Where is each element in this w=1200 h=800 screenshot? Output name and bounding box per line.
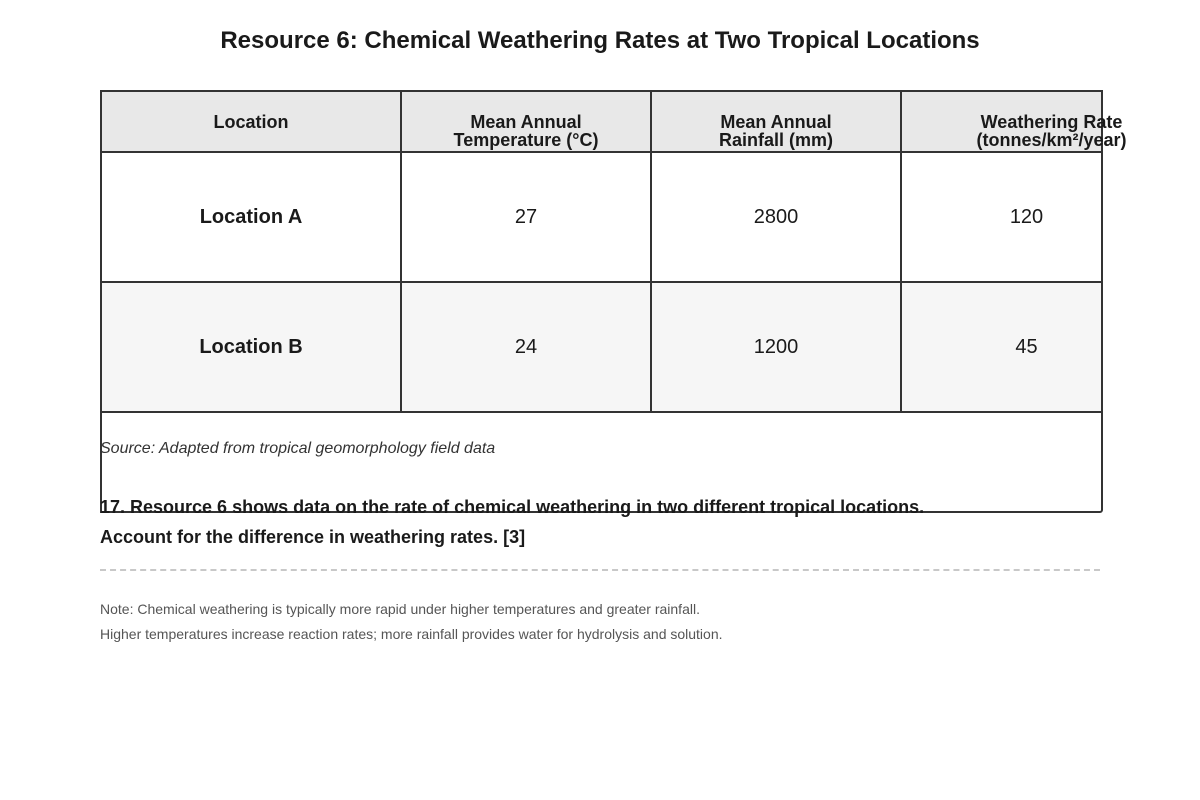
header-weathering-rate xyxy=(901,91,1127,152)
cell-weathering-rate-value: 45 xyxy=(1015,335,1038,358)
cell-temperature: 27 xyxy=(401,152,651,282)
header-rate-line2: (tonnes/km²/year) xyxy=(976,130,1127,150)
header-temperature-line2: Temperature (°C) xyxy=(453,130,599,150)
note-line-1: Note: Chemical weathering is typically more rapid under higher temperatures and greater rainfall. xyxy=(100,601,700,617)
table-row xyxy=(101,282,1102,412)
source-caption: Source: Adapted from tropical geomorphology field data xyxy=(100,440,496,457)
cell-location: Location B xyxy=(101,282,401,412)
cell-weathering-rate xyxy=(901,282,1102,412)
header-rainfall xyxy=(651,91,901,152)
dashed-divider xyxy=(100,569,1100,571)
table-header-row xyxy=(101,91,1102,152)
header-location-label: Location xyxy=(213,112,289,132)
header-temperature xyxy=(401,91,651,152)
cell-rainfall: 1200 xyxy=(651,282,901,412)
weathering-data-table xyxy=(100,90,1127,413)
header-rainfall-line1: Mean Annual xyxy=(720,112,832,132)
header-location xyxy=(101,91,401,152)
cell-location: Location A xyxy=(101,152,401,282)
cell-weathering-rate-value: 120 xyxy=(1009,205,1044,228)
page-title: Resource 6: Chemical Weathering Rates at Two Tropical Locations xyxy=(220,27,980,54)
question-prompt: 17. Resource 6 shows data on the rate of chemical weathering in two different tropical locations. xyxy=(100,497,925,517)
header-rainfall-line2: Rainfall (mm) xyxy=(718,130,833,150)
cell-rainfall: 2800 xyxy=(651,152,901,282)
table-row xyxy=(101,152,1102,282)
question-instruction: Account for the difference in weathering rates. [3] xyxy=(100,527,526,547)
header-temperature-line1: Mean Annual xyxy=(470,112,582,132)
exam-question xyxy=(100,492,924,552)
note-text xyxy=(100,597,723,647)
header-rate-line1: Weathering Rate xyxy=(980,112,1123,132)
cell-weathering-rate xyxy=(901,152,1102,282)
note-line-2: Higher temperatures increase reaction rates; more rainfall provides water for hydrolysis and solution. xyxy=(100,626,723,642)
cell-temperature: 24 xyxy=(401,282,651,412)
